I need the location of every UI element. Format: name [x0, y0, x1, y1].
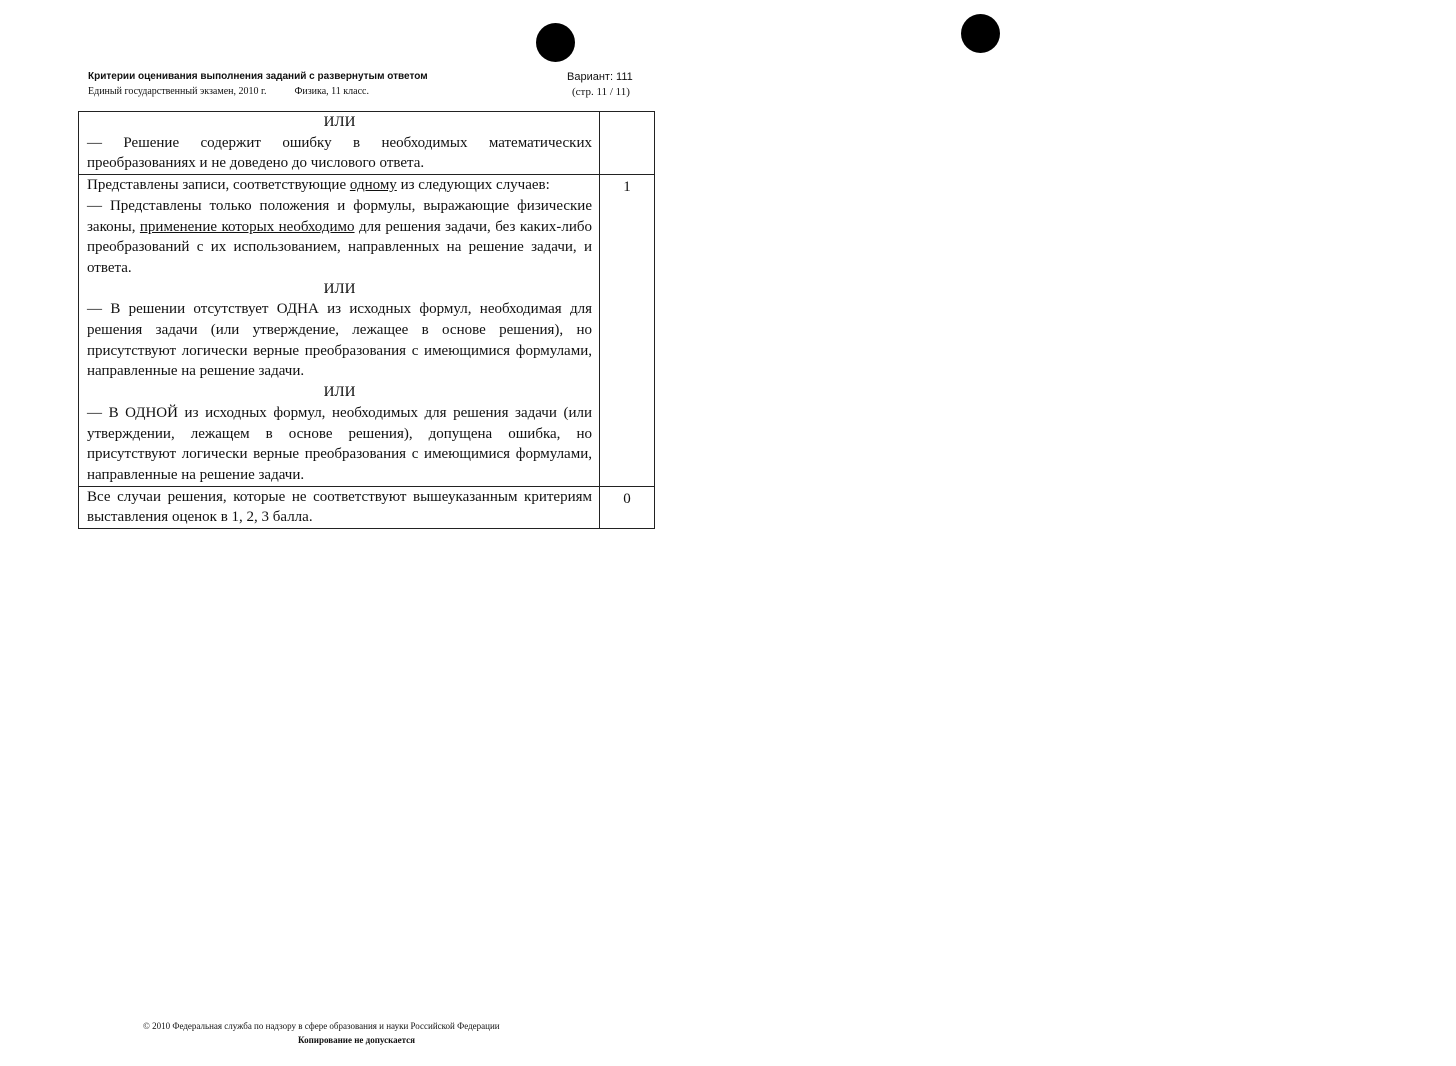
criteria-cell: [79, 175, 600, 487]
or-separator: ИЛИ: [323, 280, 356, 297]
or-separator: ИЛИ: [323, 384, 356, 401]
table-row: [79, 486, 655, 528]
table-row: [79, 175, 655, 487]
criteria-case-3: — В ОДНОЙ из исходных формул, необходимых для решения задачи (или утверждении, лежащем в основе решения), допущена ошибка, но присутствуют логически верные преобразования с имеющимися формулами, направленные на решение задачи.: [87, 404, 592, 483]
footer-copyright: © 2010 Федеральная служба по надзору в сфере образования и науки Российской Федерации: [143, 1021, 500, 1031]
criteria-case-1: [87, 196, 592, 279]
score-cell: 0: [600, 486, 655, 528]
criteria-table: [78, 111, 655, 529]
header-exam: Единый государственный экзамен, 2010 г.: [88, 86, 267, 97]
punch-hole-left: [536, 23, 575, 62]
criteria-case-2: — В решении отсутствует ОДНА из исходных формул, необходимая для решения задачи (или утверждение, лежащее в основе решения), но присутствуют логически верные преобразования с имеющимися формулами, направленные на решение задачи.: [87, 301, 592, 380]
criteria-text: — Решение содержит ошибку в необходимых математических преобразованиях и не доведено до числового ответа.: [87, 134, 592, 172]
table-row: [79, 112, 655, 175]
punch-hole-right: [961, 14, 1000, 53]
intro-text: Представлены записи, соответствующие: [87, 177, 350, 194]
criteria-text: Все случаи решения, которые не соответствуют вышеуказанным критериям выставления оценок в 1, 2, 3 балла.: [87, 488, 592, 526]
intro-text-end: из следующих случаев:: [396, 177, 550, 194]
case-1-underlined: применение которых необходимо: [139, 218, 355, 235]
intro-underlined: одному: [349, 177, 397, 194]
header-page-number: (стр. 11 / 11): [572, 86, 630, 98]
header-subtitle: [88, 86, 369, 97]
criteria-cell: [79, 112, 600, 175]
case-1-text: — Представлены только положения и формулы, выражающие физические законы,: [87, 197, 592, 235]
case-1-text-end: для решения задачи, без каких-либо преобразований с их использованием, направленных на решение задачи, и ответа.: [87, 218, 592, 276]
score-cell: [600, 112, 655, 175]
header-variant: Вариант: 111: [567, 71, 633, 83]
criteria-cell: [79, 486, 600, 528]
score-cell: 1: [600, 175, 655, 487]
header-subject: Физика, 11 класс.: [294, 86, 369, 97]
header-title: Критерии оценивания выполнения заданий с развернутым ответом: [88, 71, 428, 82]
footer-copy-notice: Копирование не допускается: [298, 1035, 416, 1045]
or-separator: ИЛИ: [323, 114, 356, 130]
criteria-intro: [87, 175, 592, 196]
